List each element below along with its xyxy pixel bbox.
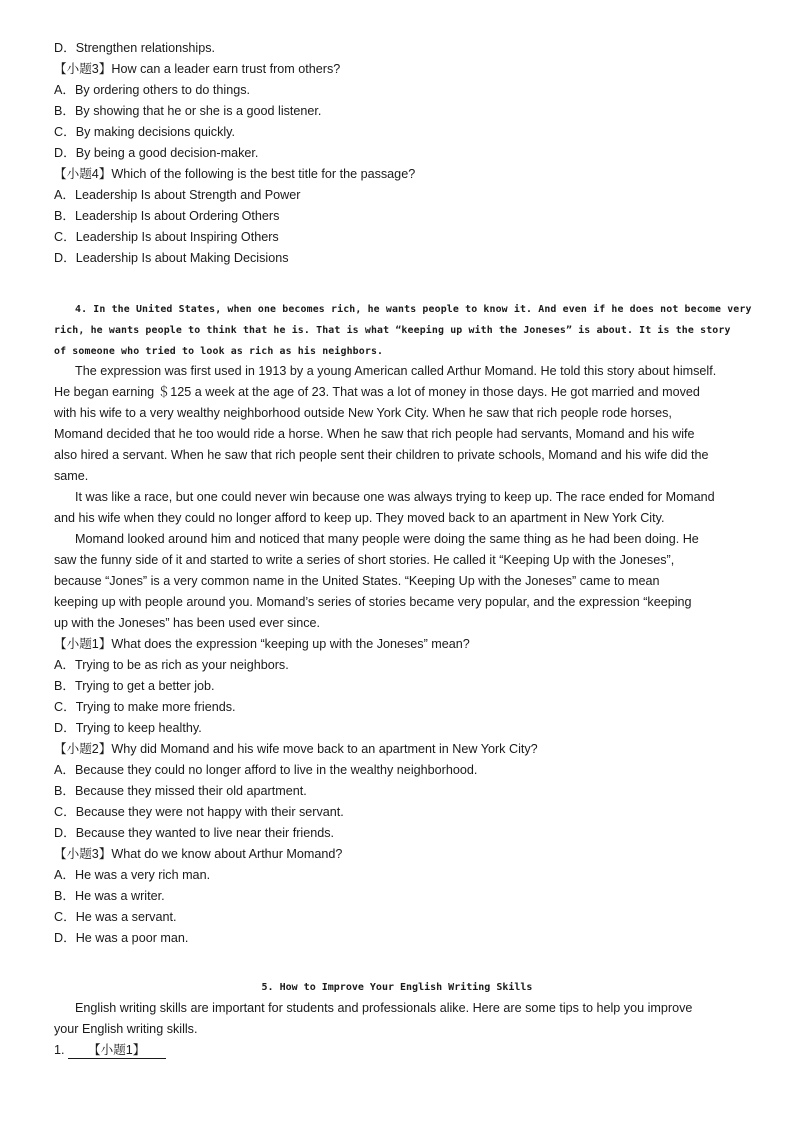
answer-blank[interactable]: 【小题1】 [68, 1042, 166, 1059]
option-b: B．Because they missed their old apartment. [54, 784, 307, 798]
passage-intro-line: of someone who tried to look as rich as his neighbors. [54, 346, 384, 357]
paragraph-line: with his wife to a very wealthy neighborhood outside New York City. When he saw that rich people rode horses, [54, 406, 672, 420]
paragraph-line: because “Jones” is a very common name in the United States. “Keeping Up with the Joneses” came to mean [54, 574, 660, 588]
question-3: 【小题3】What do we know about Arthur Momand? [54, 847, 343, 861]
fill-in-item [54, 1040, 166, 1061]
paragraph-line: It was like a race, but one could never win because one was always trying to keep up. The race ended for Momand [75, 490, 715, 504]
option-c: C．Because they were not happy with their servant. [54, 805, 344, 819]
option-a: A．Trying to be as rich as your neighbors. [54, 658, 289, 672]
paragraph-line: Momand looked around him and noticed that many people were doing the same thing as he had been doing. He [75, 532, 699, 546]
question-2: 【小题2】Why did Momand and his wife move back to an apartment in New York City? [54, 742, 538, 756]
option-b: B．By showing that he or she is a good listener. [54, 104, 322, 118]
option-a: A．Because they could no longer afford to live in the wealthy neighborhood. [54, 763, 478, 777]
paragraph-line: keeping up with people around you. Momand’s series of stories became very popular, and the expression “keeping [54, 595, 692, 609]
option-d: D．Leadership Is about Making Decisions [54, 251, 289, 265]
paragraph-line: Momand decided that he too would ride a horse. When he saw that rich people had servants, Momand and his wife [54, 427, 695, 441]
option-b: B．Leadership Is about Ordering Others [54, 209, 280, 223]
item-number: 1. [54, 1043, 65, 1057]
question-1: 【小题1】What does the expression “keeping up with the Joneses” mean? [54, 637, 470, 651]
question-4: 【小题4】Which of the following is the best title for the passage? [54, 167, 416, 181]
section-title: 5. How to Improve Your English Writing Skills [261, 982, 533, 993]
paragraph-line: He began earning ＄125 a week at the age of 23. That was a lot of money in those days. He got married and moved [54, 385, 700, 399]
option-a: A．Leadership Is about Strength and Power [54, 188, 301, 202]
passage-intro-line: 4. In the United States, when one becomes rich, he wants people to know it. And even if he does not become very [75, 304, 752, 315]
option-a: A．He was a very rich man. [54, 868, 211, 882]
paragraph-line: The expression was first used in 1913 by a young American called Arthur Momand. He told this story about himself. [75, 364, 717, 378]
option-a: A．By ordering others to do things. [54, 83, 251, 97]
option-b: B．He was a writer. [54, 889, 165, 903]
option-d: D．Strengthen relationships. [54, 41, 216, 55]
option-c: C．Trying to make more friends. [54, 700, 236, 714]
option-c: C．Leadership Is about Inspiring Others [54, 230, 279, 244]
paragraph-line: same. [54, 469, 89, 483]
passage-intro-line: rich, he wants people to think that he is. That is what “keeping up with the Joneses” is about. It is the story [54, 325, 731, 336]
option-d: D．Because they wanted to live near their friends. [54, 826, 335, 840]
paragraph-line: up with the Joneses” has been used ever since. [54, 616, 321, 630]
option-d: D．He was a poor man. [54, 931, 189, 945]
paragraph-line: and his wife when they could no longer afford to keep up. They moved back to an apartment in New York City. [54, 511, 665, 525]
option-c: C．He was a servant. [54, 910, 177, 924]
paragraph-line: your English writing skills. [54, 1022, 198, 1036]
paragraph-line: also hired a servant. When he saw that rich people sent their children to private schools, Momand and his wife did the [54, 448, 709, 462]
option-d: D．By being a good decision-maker. [54, 146, 259, 160]
option-c: C．By making decisions quickly. [54, 125, 236, 139]
question-3: 【小题3】How can a leader earn trust from others? [54, 62, 341, 76]
option-b: B．Trying to get a better job. [54, 679, 215, 693]
paragraph-line: English writing skills are important for students and professionals alike. Here are some tips to help you improve [75, 1001, 693, 1015]
paragraph-line: saw the funny side of it and started to write a series of short stories. He called it “Keeping Up with the Joneses”, [54, 553, 675, 567]
option-d: D．Trying to keep healthy. [54, 721, 202, 735]
